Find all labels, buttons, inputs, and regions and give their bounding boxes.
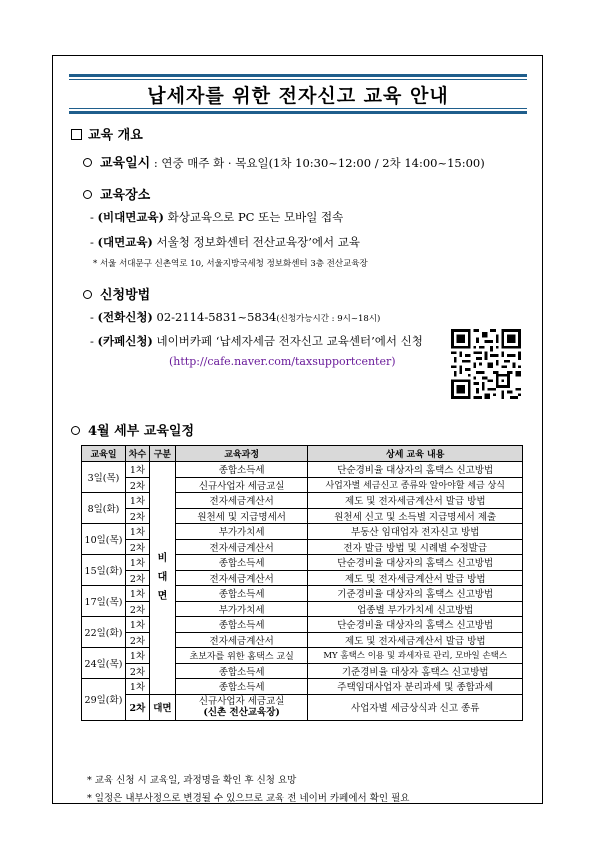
course-cell: 종합소득세 xyxy=(175,586,308,602)
table-row xyxy=(82,663,523,679)
circle-bullet-icon xyxy=(71,426,80,435)
detail-cell: 제도 및 전자세금계산서 발급 방법 xyxy=(308,570,523,586)
header-session: 차수 xyxy=(125,446,149,462)
online-label: (비대면교육) xyxy=(97,210,164,224)
note-2: * 일정은 내부사정으로 변경될 수 있으므로 교육 전 네이버 카페에서 확인 필요 xyxy=(87,793,410,804)
session-cell: 2차 xyxy=(125,539,149,555)
table-row xyxy=(82,524,523,540)
table-row xyxy=(82,679,523,695)
overview-heading xyxy=(71,124,143,143)
table-row xyxy=(82,617,523,633)
date-cell: 22일(화) xyxy=(82,617,126,648)
date-cell: 29일(화) xyxy=(82,679,126,721)
cafe-url-link[interactable]: (http://cafe.naver.com/taxsupportcenter) xyxy=(169,355,396,368)
schedule-table xyxy=(81,445,523,721)
table-row xyxy=(82,632,523,648)
cafe-line: - (카페신청) 네이버카페 ‘납세자세금 전자신고 교육센터’에서 신청 xyxy=(90,334,423,348)
detail-cell: 사업자별 세금신고 종류와 알아야할 세금 상식 xyxy=(308,477,523,493)
table-row xyxy=(82,555,523,571)
session-cell: 1차 xyxy=(125,555,149,571)
session-cell: 2차 xyxy=(125,477,149,493)
table-row xyxy=(82,586,523,602)
detail-cell: 사업자별 세금상식과 신고 종류 xyxy=(308,694,523,720)
square-bullet-icon xyxy=(71,129,82,140)
session-cell: 2차 xyxy=(125,632,149,648)
notice-frame xyxy=(52,55,543,804)
course-cell: 종합소득세 xyxy=(175,663,308,679)
circle-bullet-icon xyxy=(83,158,92,167)
table-row xyxy=(82,477,523,493)
course-cell: 종합소득세 xyxy=(175,462,308,478)
session-cell: 1차 xyxy=(125,617,149,633)
overview-heading-text: 교육 개요 xyxy=(88,128,143,143)
detail-cell: 제도 및 전자세금계산서 발급 방법 xyxy=(308,632,523,648)
table-header-row xyxy=(82,446,523,462)
online-text: 화상교육으로 PC 또는 모바일 접속 xyxy=(163,210,344,224)
session-cell: 2차 xyxy=(125,570,149,586)
circle-bullet-icon xyxy=(83,290,92,299)
course-sub: (신촌 전산교육장) xyxy=(203,707,280,718)
mode-offline-cell: 대면 xyxy=(149,694,175,720)
table-row xyxy=(82,648,523,664)
session-cell: 2차 xyxy=(125,694,149,720)
table-row xyxy=(82,493,523,509)
schedule-text: : 연중 매주 화 · 목요일(1차 10:30~12:00 / 2차 14:00~15:00) xyxy=(150,156,485,170)
schedule-heading-text: 4월 세부 교육일정 xyxy=(88,424,195,439)
course-cell: 종합소득세 xyxy=(175,617,308,633)
table-row xyxy=(82,601,523,617)
date-cell: 8일(화) xyxy=(82,493,126,524)
circle-bullet-icon xyxy=(83,190,92,199)
table-row xyxy=(82,462,523,478)
detail-cell: 주택임대사업자 분리과세 및 종합과세 xyxy=(308,679,523,695)
note-1: * 교육 신청 시 교육일, 과정명을 확인 후 신청 요망 xyxy=(87,775,297,786)
header-date: 교육일 xyxy=(82,446,126,462)
detail-cell: 단순경비율 대상자의 홈택스 신고방법 xyxy=(308,462,523,478)
table-row xyxy=(82,508,523,524)
course-cell: 부가가치세 xyxy=(175,524,308,540)
course-cell: 전자세금계산서 xyxy=(175,539,308,555)
schedule-line xyxy=(83,152,485,171)
date-cell: 10일(목) xyxy=(82,524,126,555)
online-line: - (비대면교육) 화상교육으로 PC 또는 모바일 접속 xyxy=(90,210,344,224)
mode-online-text: 비 대 면 xyxy=(157,553,168,603)
offline-line: - (대면교육) 서울청 정보화센터 전산교육장’에서 교육 xyxy=(90,235,361,249)
course-cell: 종합소득세 xyxy=(175,679,308,695)
session-cell: 1차 xyxy=(125,648,149,664)
session-cell: 2차 xyxy=(125,508,149,524)
title-rule-bottom xyxy=(69,108,527,109)
course-cell: 전자세금계산서 xyxy=(175,493,308,509)
header-detail: 상세 교육 내용 xyxy=(308,446,523,462)
session-cell: 1차 xyxy=(125,493,149,509)
table-row xyxy=(82,694,523,720)
course-cell: 전자세금계산서 xyxy=(175,632,308,648)
session-cell: 1차 xyxy=(125,462,149,478)
date-cell: 15일(화) xyxy=(82,555,126,586)
course-cell: 전자세금계산서 xyxy=(175,570,308,586)
detail-cell: 단순경비율 대상자의 홈택스 신고방법 xyxy=(308,555,523,571)
offline-label: (대면교육) xyxy=(97,235,153,249)
detail-cell: 부동산 임대업자 전자신고 방법 xyxy=(308,524,523,540)
header-mode: 구분 xyxy=(149,446,175,462)
session-cell: 1차 xyxy=(125,524,149,540)
cafe-label: (카페신청) xyxy=(97,334,153,348)
place-label: 교육장소 xyxy=(100,188,151,203)
date-cell: 24일(목) xyxy=(82,648,126,679)
detail-cell: MY 홈택스 이용 및 과세자료 관리, 모바일 손택스 xyxy=(308,648,523,664)
detail-cell: 제도 및 전자세금계산서 발급 방법 xyxy=(308,493,523,509)
page-title: 납세자를 위한 전자신고 교육 안내 xyxy=(147,84,449,107)
course-main: 신규사업자 세금교실 xyxy=(198,696,285,707)
date-cell: 3일(목) xyxy=(82,462,126,493)
mode-online-cell xyxy=(149,462,175,695)
phone-number: 02-2114-5831~5834 xyxy=(152,310,277,324)
address-note: * 서울 서대문구 신촌역로 10, 서울지방국세청 정보화센터 3층 전산교육장 xyxy=(93,259,368,269)
course-cell: 신규사업자 세금교실 xyxy=(175,477,308,493)
table-row xyxy=(82,570,523,586)
detail-cell: 업종별 부가가치세 신고방법 xyxy=(308,601,523,617)
phone-line: - (전화신청) 02-2114-5831~5834(신청가능시간 : 9시~18시) xyxy=(90,310,381,324)
place-heading xyxy=(83,184,150,203)
detail-cell: 원천세 신고 및 소득별 지급명세서 제출 xyxy=(308,508,523,524)
title-rule-top xyxy=(69,79,527,80)
session-cell: 2차 xyxy=(125,663,149,679)
phone-label: (전화신청) xyxy=(97,310,153,324)
detail-cell: 전자 발급 방법 및 시례별 수정발급 xyxy=(308,539,523,555)
schedule-label: 교육일시 xyxy=(100,156,151,171)
qr-code-icon[interactable] xyxy=(451,329,521,399)
detail-cell: 단순경비율 대상자의 홈택스 신고방법 xyxy=(308,617,523,633)
session-cell: 2차 xyxy=(125,601,149,617)
date-cell: 17일(목) xyxy=(82,586,126,617)
course-cell: 종합소득세 xyxy=(175,555,308,571)
apply-heading xyxy=(83,284,150,303)
course-cell: 부가가치세 xyxy=(175,601,308,617)
header-course: 교육과정 xyxy=(175,446,308,462)
title-bar xyxy=(69,74,527,114)
course-cell: 초보자를 위한 홈택스 교실 xyxy=(175,648,308,664)
session-cell: 1차 xyxy=(125,586,149,602)
detail-cell: 기준경비율 대상자의 홈택스 신고방법 xyxy=(308,586,523,602)
offline-text: 서울청 정보화센터 전산교육장’에서 교육 xyxy=(152,235,361,249)
detail-cell: 기준경비율 대상자 홈택스 신고방법 xyxy=(308,663,523,679)
session-cell: 1차 xyxy=(125,679,149,695)
schedule-heading xyxy=(71,420,194,439)
course-cell: 원천세 및 지급명세서 xyxy=(175,508,308,524)
table-row xyxy=(82,539,523,555)
apply-label: 신청방법 xyxy=(100,288,151,303)
cafe-text: 네이버카페 ‘납세자세금 전자신고 교육센터’에서 신청 xyxy=(152,334,423,348)
course-cell xyxy=(175,694,308,720)
phone-hours: (신청가능시간 : 9시~18시) xyxy=(276,314,381,324)
